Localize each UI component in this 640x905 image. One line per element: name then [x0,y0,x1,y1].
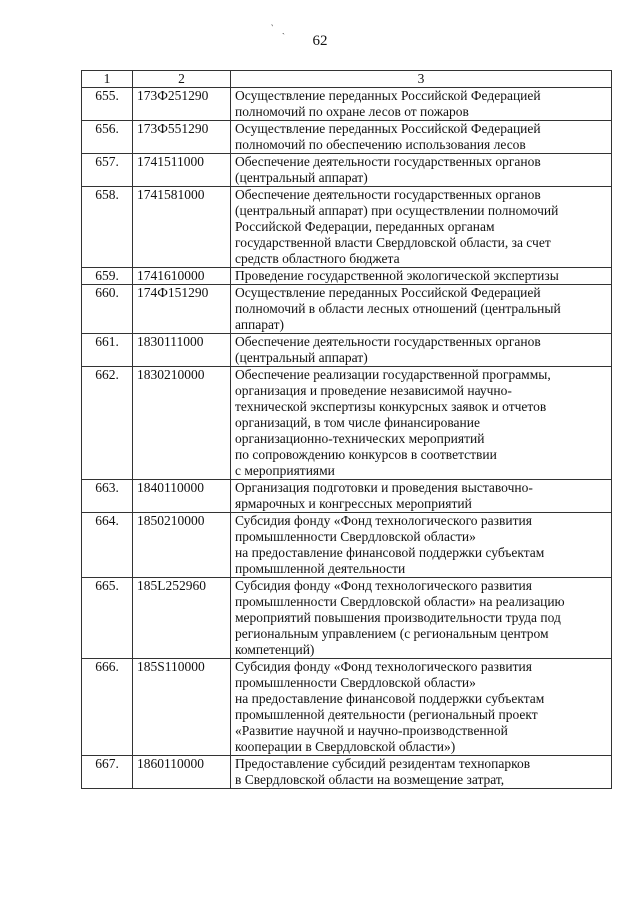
table-row [82,88,612,121]
row-description: Организация подготовки и проведения выставочно- ярмарочных и конгрессных мероприятий [231,480,612,513]
row-code: 1850210000 [133,513,231,578]
row-number: 655. [82,88,133,121]
column-header-number: 1 [82,71,133,88]
column-header-description: 3 [231,71,612,88]
row-description: Обеспечение деятельности государственных органов (центральный аппарат) при осуществлении полномочий Российской Федерации, переданных органам государственной власти Свердловской области, за счет средств областного бюджета [231,187,612,268]
table-row [82,187,612,268]
table-row [82,367,612,480]
row-description: Обеспечение реализации государственной программы, организация и проведение независимой научно- технической экспертизы конкурсных заявок и отчетов организаций, в том числе финансирование организационно-технических мероприятий по сопровождению конкурсов в соответствии с мероприятиями [231,367,612,480]
row-number: 667. [82,756,133,789]
row-description: Осуществление переданных Российской Федерацией полномочий по обеспечению использования лесов [231,121,612,154]
row-code: 1840110000 [133,480,231,513]
row-number: 656. [82,121,133,154]
row-code: 185L252960 [133,578,231,659]
row-code: 173Ф551290 [133,121,231,154]
row-number: 661. [82,334,133,367]
row-description: Субсидия фонду «Фонд технологического развития промышленности Свердловской области» на предоставление финансовой поддержки субъектам промышленной деятельности (региональный проект «Развитие научной и научно-производственной кооперации в Свердловской области») [231,659,612,756]
table-header-row [82,71,612,88]
table-row [82,268,612,285]
budget-code-table [81,70,612,789]
row-code: 174Ф151290 [133,285,231,334]
row-description: Осуществление переданных Российской Федерацией полномочий в области лесных отношений (центральный аппарат) [231,285,612,334]
table-body [82,88,612,789]
scan-speck: ‵ ˏ [271,24,289,35]
row-code: 1741610000 [133,268,231,285]
row-description: Обеспечение деятельности государственных органов (центральный аппарат) [231,334,612,367]
row-number: 658. [82,187,133,268]
row-number: 663. [82,480,133,513]
row-number: 666. [82,659,133,756]
table-row [82,154,612,187]
row-number: 662. [82,367,133,480]
row-code: 1741511000 [133,154,231,187]
row-number: 664. [82,513,133,578]
table-row [82,578,612,659]
row-number: 660. [82,285,133,334]
row-description: Проведение государственной экологической экспертизы [231,268,612,285]
row-code: 185S110000 [133,659,231,756]
row-description: Осуществление переданных Российской Федерацией полномочий по охране лесов от пожаров [231,88,612,121]
table-row [82,121,612,154]
row-description: Обеспечение деятельности государственных органов (центральный аппарат) [231,154,612,187]
table-row [82,334,612,367]
row-code: 1830210000 [133,367,231,480]
row-code: 173Ф251290 [133,88,231,121]
row-number: 665. [82,578,133,659]
table-row [82,480,612,513]
row-description: Субсидия фонду «Фонд технологического развития промышленности Свердловской области» на реализацию мероприятий повышения производительности труда под региональным управлением (с региональным центром компетенций) [231,578,612,659]
table-row [82,513,612,578]
row-description: Субсидия фонду «Фонд технологического развития промышленности Свердловской области» на предоставление финансовой поддержки субъектам промышленной деятельности [231,513,612,578]
page-number: 62 [312,33,328,49]
row-code: 1741581000 [133,187,231,268]
table-row [82,285,612,334]
row-number: 659. [82,268,133,285]
row-code: 1830111000 [133,334,231,367]
table-row [82,659,612,756]
row-number: 657. [82,154,133,187]
column-header-code: 2 [133,71,231,88]
table-row [82,756,612,789]
row-description: Предоставление субсидий резидентам технопарков в Свердловской области на возмещение затрат, [231,756,612,789]
row-code: 1860110000 [133,756,231,789]
